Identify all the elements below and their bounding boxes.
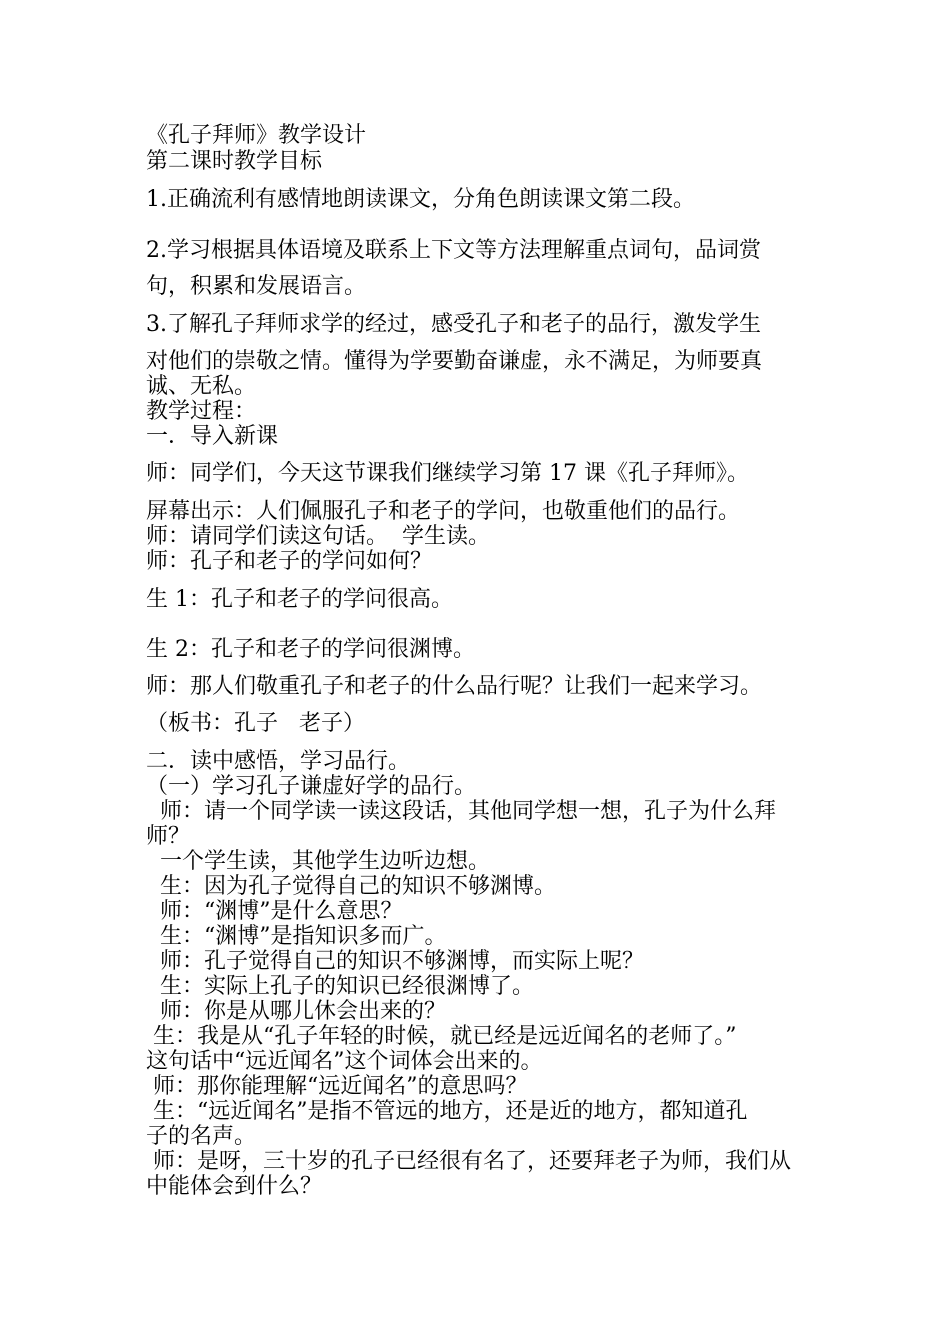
text-line: 一．导入新课 xyxy=(146,424,279,449)
text-line: 屏幕出示：人们佩服孔子和老子的学问，也敬重他们的品行。 xyxy=(146,499,741,524)
text-line: （板书：孔子 老子） xyxy=(146,711,365,736)
text-line: 师：孔子觉得自己的知识不够渊博，而实际上呢？ xyxy=(146,949,644,974)
text-line: 师：请同学们读这句话。 学生读。 xyxy=(146,524,490,549)
text-line: 生：因为孔子觉得自己的知识不够渊博。 xyxy=(146,874,556,899)
text-line: 生 2：孔子和老子的学问很渊博。 xyxy=(146,637,475,662)
text-line: 句，积累和发展语言。 xyxy=(146,274,367,299)
text-line: （一）学习孔子谦虚好学的品行。 xyxy=(146,774,477,799)
text-line: 中能体会到什么？ xyxy=(146,1174,323,1199)
text-line: 生：“远近闻名”是指不管远的地方，还是近的地方，都知道孔 xyxy=(146,1099,748,1124)
text-line: 第二课时教学目标 xyxy=(146,149,323,174)
text-line: 生：“渊博”是指知识多而广。 xyxy=(146,924,447,949)
text-line: 师？ xyxy=(146,824,191,849)
text-line: 对他们的崇敬之情。懂得为学要勤奋谦虚，永不满足，为师要真 xyxy=(146,349,763,374)
text-line: 师：那你能理解“远近闻名”的意思吗？ xyxy=(146,1074,528,1099)
text-line: 2.学习根据具体语境及联系上下文等方法理解重点词句，品词赏 xyxy=(146,238,761,263)
text-line: 子的名声。 xyxy=(146,1124,257,1149)
text-line: 师：是呀，三十岁的孔子已经很有名了，还要拜老子为师，我们从 xyxy=(146,1149,791,1174)
text-line: 生：我是从“孔子年轻的时候，就已经是远近闻名的老师了。” xyxy=(146,1024,737,1049)
text-line: 3.了解孔子拜师求学的经过，感受孔子和老子的品行，激发学生 xyxy=(146,312,761,337)
text-line: 教学过程： xyxy=(146,399,257,424)
text-line: 师：孔子和老子的学问如何？ xyxy=(146,549,433,574)
text-line: 生 1：孔子和老子的学问很高。 xyxy=(146,587,453,612)
text-line: 师：同学们，今天这节课我们继续学习第 17 课《孔子拜师》。 xyxy=(146,461,749,486)
text-line: 诚、无私。 xyxy=(146,374,257,399)
text-line: 一个学生读，其他学生边听边想。 xyxy=(146,849,490,874)
text-line: 师：你是从哪儿休会出来的？ xyxy=(146,999,446,1024)
text-line: 师：请一个同学读一读这段话，其他同学想一想，孔子为什么拜 xyxy=(146,799,776,824)
doc-title: 《孔子拜师》教学设计 xyxy=(146,123,367,148)
text-line: 师：“渊博”是什么意思？ xyxy=(146,899,403,924)
text-line: 二．读中感悟，学习品行。 xyxy=(146,749,411,774)
text-line: 师：那人们敬重孔子和老子的什么品行呢？让我们一起来学习。 xyxy=(146,674,763,699)
text-line: 1.正确流利有感情地朗读课文，分角色朗读课文第二段。 xyxy=(146,187,695,212)
text-line: 这句话中“远近闻名”这个词体会出来的。 xyxy=(146,1049,543,1074)
text-line: 生：实际上孔子的知识已经很渊博了。 xyxy=(146,974,534,999)
